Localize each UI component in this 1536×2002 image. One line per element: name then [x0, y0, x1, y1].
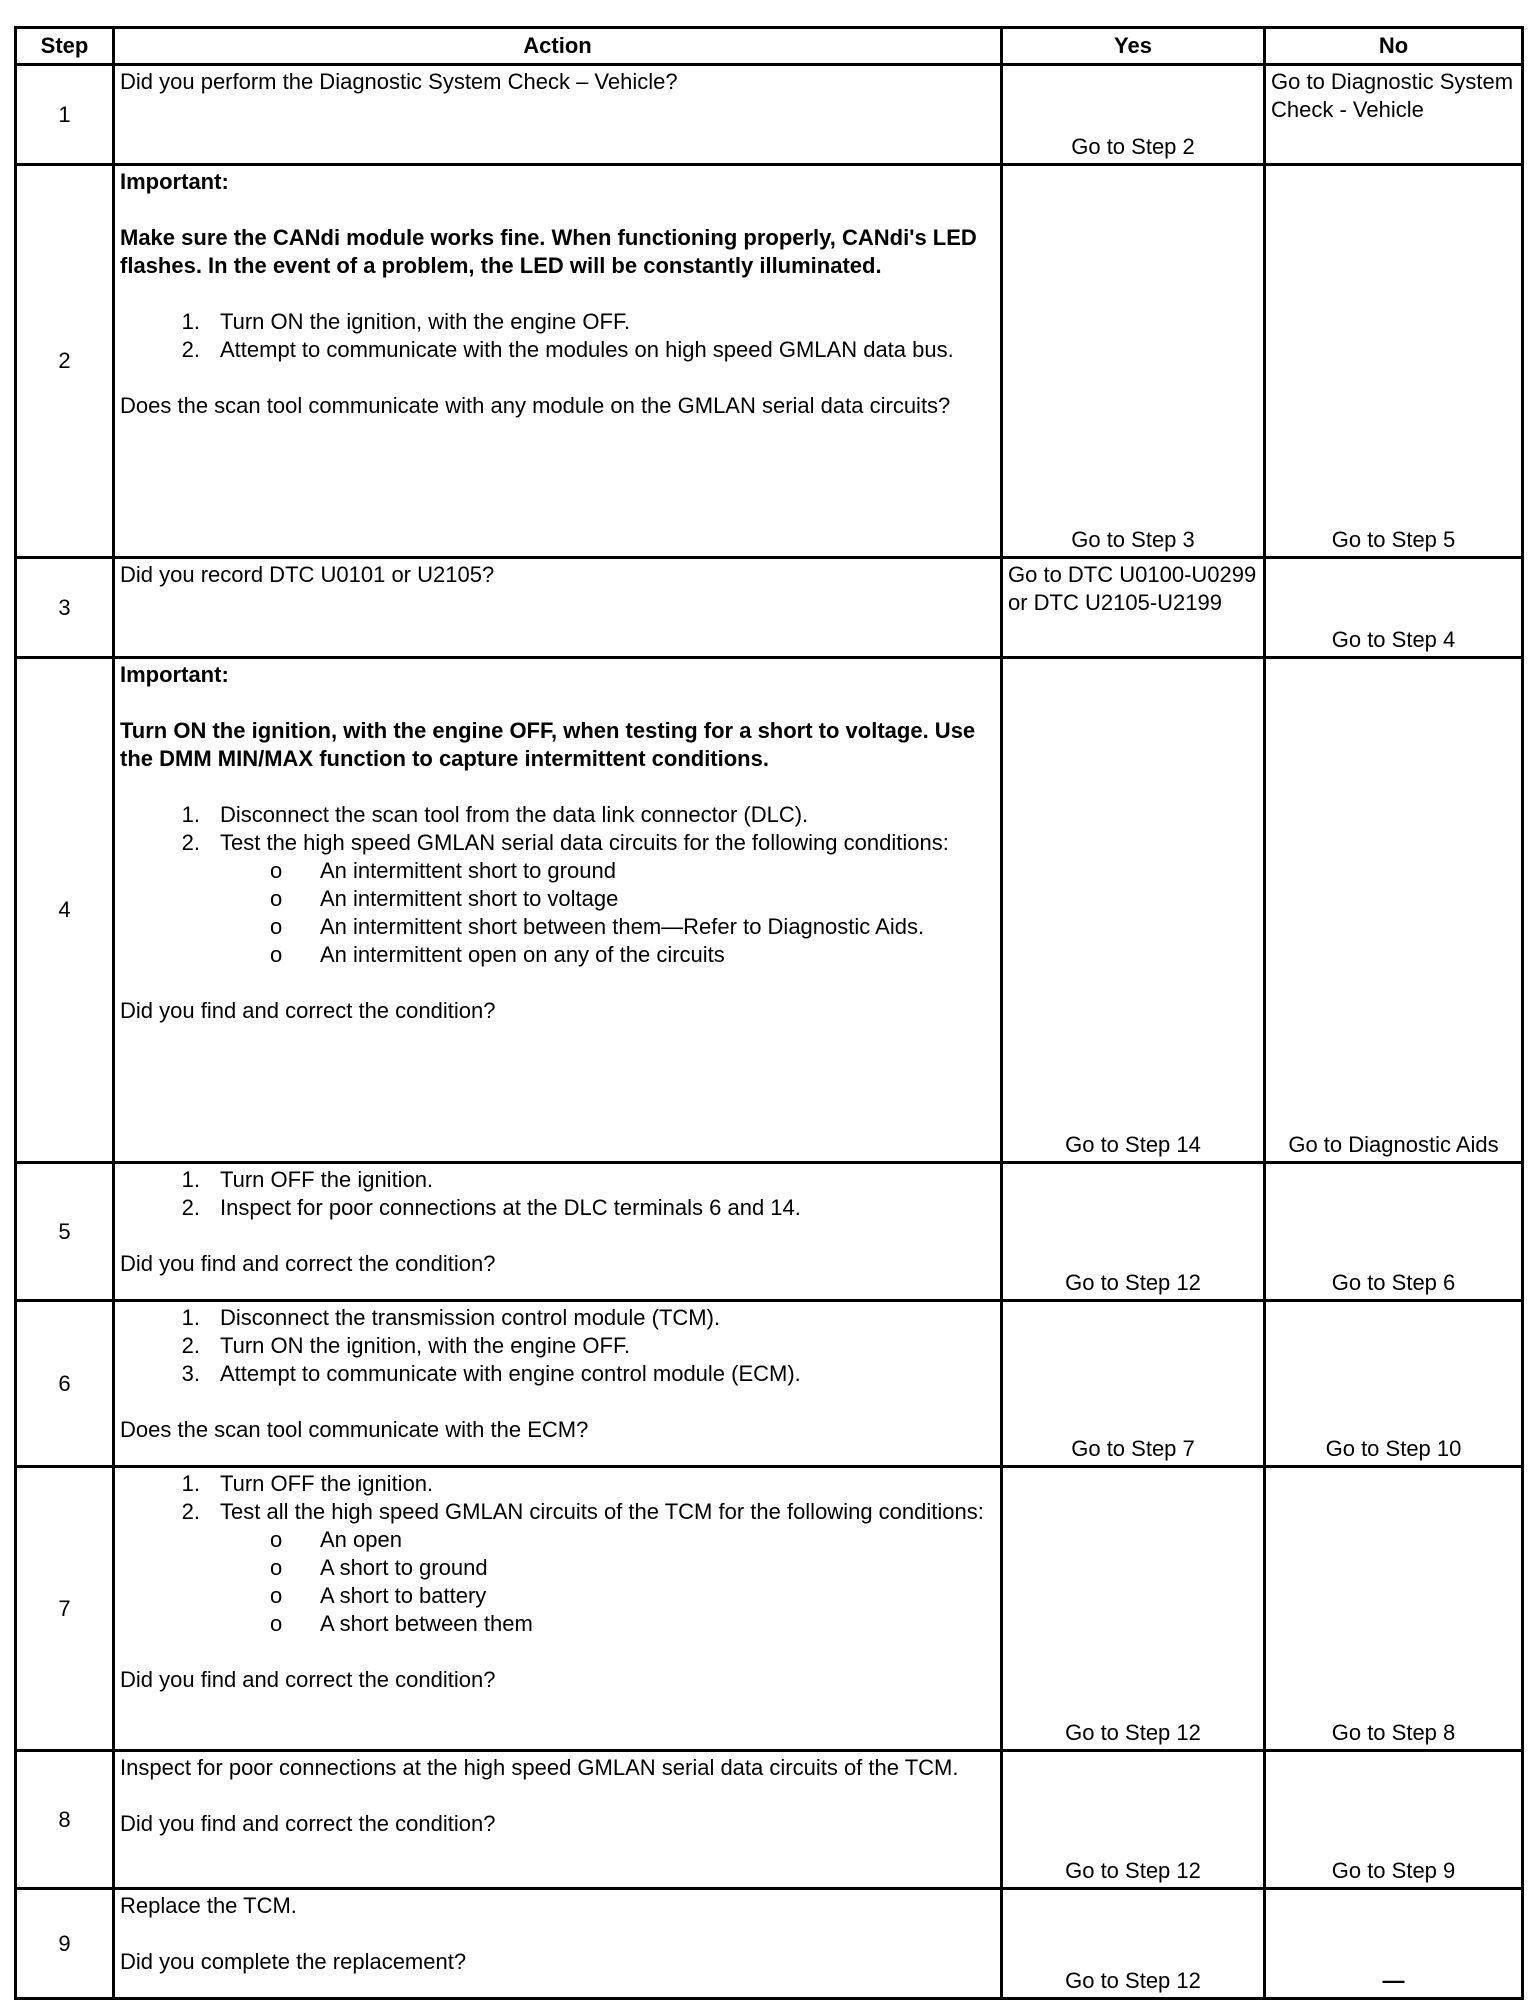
- list-item: [270, 885, 995, 913]
- list-item: [181, 1332, 995, 1360]
- action-cell: [114, 658, 1002, 1163]
- list-text: Turn ON the ignition, with the engine OFF.: [220, 309, 631, 334]
- step-list: [120, 308, 995, 364]
- list-item: [181, 308, 995, 336]
- table-row: [16, 1467, 1523, 1751]
- step-number: 6: [16, 1301, 114, 1467]
- list-number: 2.: [181, 1499, 200, 1524]
- yes-cell: Go to Step 7: [1002, 1301, 1265, 1467]
- list-text: An intermittent short between them—Refer to Diagnostic Aids.: [320, 914, 925, 939]
- list-number: 2.: [181, 830, 200, 855]
- list-number: 1.: [181, 802, 200, 827]
- no-cell: Go to Step 6: [1265, 1163, 1523, 1301]
- list-number: 2.: [181, 1195, 200, 1220]
- no-cell: Go to Step 10: [1265, 1301, 1523, 1467]
- table-row: [16, 558, 1523, 658]
- no-cell: Go to Diagnostic System Check - Vehicle: [1265, 65, 1523, 165]
- step-number: 8: [16, 1751, 114, 1889]
- table-row: [16, 658, 1523, 1163]
- bullet-icon: o: [270, 1583, 283, 1608]
- bullet-icon: o: [270, 914, 283, 939]
- action-cell: [114, 1889, 1002, 1999]
- step-number: 1: [16, 65, 114, 165]
- no-cell: Go to Diagnostic Aids: [1265, 658, 1523, 1163]
- action-text: Inspect for poor connections at the high speed GMLAN serial data circuits of the TCM.: [120, 1755, 959, 1780]
- question-text: Does the scan tool communicate with the ECM?: [120, 1417, 589, 1442]
- list-item: [270, 1582, 995, 1610]
- list-number: 1.: [181, 1471, 200, 1496]
- list-item: [270, 913, 995, 941]
- action-cell: [114, 1163, 1002, 1301]
- list-text: Turn ON the ignition, with the engine OFF.: [220, 1333, 631, 1358]
- bullet-icon: o: [270, 1611, 283, 1636]
- yes-cell: Go to Step 2: [1002, 65, 1265, 165]
- step-list: [120, 1304, 995, 1388]
- yes-cell: Go to Step 3: [1002, 165, 1265, 558]
- list-text: A short to ground: [320, 1555, 488, 1580]
- step-number: 7: [16, 1467, 114, 1751]
- important-label: Important:: [120, 662, 229, 687]
- yes-cell: Go to Step 14: [1002, 658, 1265, 1163]
- question-text: Did you find and correct the condition?: [120, 1251, 496, 1276]
- list-number: 1.: [181, 1305, 200, 1330]
- step-list: [120, 1470, 995, 1638]
- no-cell: Go to Step 4: [1265, 558, 1523, 658]
- step-number: 5: [16, 1163, 114, 1301]
- action-cell: [114, 1751, 1002, 1889]
- list-number: 1.: [181, 309, 200, 334]
- list-item: [270, 1554, 995, 1582]
- step-list: [120, 1166, 995, 1222]
- list-text: Attempt to communicate with the modules on high speed GMLAN data bus.: [220, 337, 954, 362]
- list-item: [181, 1194, 995, 1222]
- list-text: Test the high speed GMLAN serial data circuits for the following conditions:: [220, 830, 949, 855]
- bullet-icon: o: [270, 942, 283, 967]
- yes-cell: Go to Step 12: [1002, 1163, 1265, 1301]
- list-number: 1.: [181, 1167, 200, 1192]
- header-yes: Yes: [1002, 28, 1265, 65]
- question-text: Did you find and correct the condition?: [120, 998, 496, 1023]
- list-text: An intermittent open on any of the circuits: [320, 942, 725, 967]
- list-text: An intermittent short to ground: [320, 858, 616, 883]
- list-text: Attempt to communicate with engine control module (ECM).: [220, 1361, 801, 1386]
- list-item: [270, 857, 995, 885]
- list-item: [181, 1360, 995, 1388]
- list-text: Turn OFF the ignition.: [220, 1471, 434, 1496]
- list-text: An open: [320, 1527, 402, 1552]
- list-item: [181, 1498, 995, 1638]
- question-text: Did you find and correct the condition?: [120, 1811, 496, 1836]
- action-cell: [114, 65, 1002, 165]
- important-text: Turn ON the ignition, with the engine OFF, when testing for a short to voltage. Use the DMM MIN/MAX function to capture intermittent conditions.: [120, 718, 976, 771]
- header-step: Step: [16, 28, 114, 65]
- action-cell: [114, 1467, 1002, 1751]
- table-row: [16, 1163, 1523, 1301]
- action-cell: [114, 1301, 1002, 1467]
- list-text: A short between them: [320, 1611, 533, 1636]
- list-item: [181, 1304, 995, 1332]
- action-text: Replace the TCM.: [120, 1893, 297, 1918]
- no-cell: —: [1265, 1889, 1523, 1999]
- table-row: [16, 1751, 1523, 1889]
- list-number: 2.: [181, 1333, 200, 1358]
- bullet-icon: o: [270, 1527, 283, 1552]
- list-item: [270, 941, 995, 969]
- list-number: 2.: [181, 337, 200, 362]
- question-text: Did you find and correct the condition?: [120, 1667, 496, 1692]
- step-number: 3: [16, 558, 114, 658]
- step-number: 2: [16, 165, 114, 558]
- condition-list: [220, 1526, 995, 1638]
- list-item: [270, 1610, 995, 1638]
- list-number: 3.: [181, 1361, 200, 1386]
- question-text: Does the scan tool communicate with any module on the GMLAN serial data circuits?: [120, 393, 951, 418]
- list-text: A short to battery: [320, 1583, 487, 1608]
- action-text: Did you record DTC U0101 or U2105?: [120, 562, 495, 587]
- list-item: [270, 1526, 995, 1554]
- yes-cell: Go to Step 12: [1002, 1889, 1265, 1999]
- list-text: An intermittent short to voltage: [320, 886, 619, 911]
- list-item: [181, 801, 995, 829]
- important-label: Important:: [120, 169, 229, 194]
- action-cell: [114, 165, 1002, 558]
- bullet-icon: o: [270, 886, 283, 911]
- action-text: Did you perform the Diagnostic System Check – Vehicle?: [120, 69, 678, 94]
- no-cell: Go to Step 5: [1265, 165, 1523, 558]
- action-cell: [114, 558, 1002, 658]
- header-no: No: [1265, 28, 1523, 65]
- step-number: 4: [16, 658, 114, 1163]
- condition-list: [220, 857, 995, 969]
- list-item: [181, 1166, 995, 1194]
- diagnostic-table: [14, 26, 1524, 2000]
- no-cell: Go to Step 8: [1265, 1467, 1523, 1751]
- table-row: [16, 1301, 1523, 1467]
- list-text: Disconnect the scan tool from the data link connector (DLC).: [220, 802, 809, 827]
- table-row: [16, 65, 1523, 165]
- list-item: [181, 829, 995, 969]
- list-item: [181, 336, 995, 364]
- table-row: [16, 165, 1523, 558]
- list-text: Disconnect the transmission control module (TCM).: [220, 1305, 721, 1330]
- list-text: Test all the high speed GMLAN circuits of the TCM for the following conditions:: [220, 1499, 984, 1524]
- step-list: [120, 801, 995, 969]
- table-row: [16, 1889, 1523, 1999]
- no-cell: Go to Step 9: [1265, 1751, 1523, 1889]
- important-text: Make sure the CANdi module works fine. When functioning properly, CANdi's LED flashes. In the event of a problem, the LED will be constantly illuminated.: [120, 225, 977, 278]
- list-item: [181, 1470, 995, 1498]
- header-row: [16, 28, 1523, 65]
- step-number: 9: [16, 1889, 114, 1999]
- header-action: Action: [114, 28, 1002, 65]
- yes-cell: Go to DTC U0100-U0299 or DTC U2105-U2199: [1002, 558, 1265, 658]
- yes-cell: Go to Step 12: [1002, 1467, 1265, 1751]
- bullet-icon: o: [270, 858, 283, 883]
- question-text: Did you complete the replacement?: [120, 1949, 467, 1974]
- list-text: Inspect for poor connections at the DLC terminals 6 and 14.: [220, 1195, 801, 1220]
- list-text: Turn OFF the ignition.: [220, 1167, 434, 1192]
- yes-cell: Go to Step 12: [1002, 1751, 1265, 1889]
- bullet-icon: o: [270, 1555, 283, 1580]
